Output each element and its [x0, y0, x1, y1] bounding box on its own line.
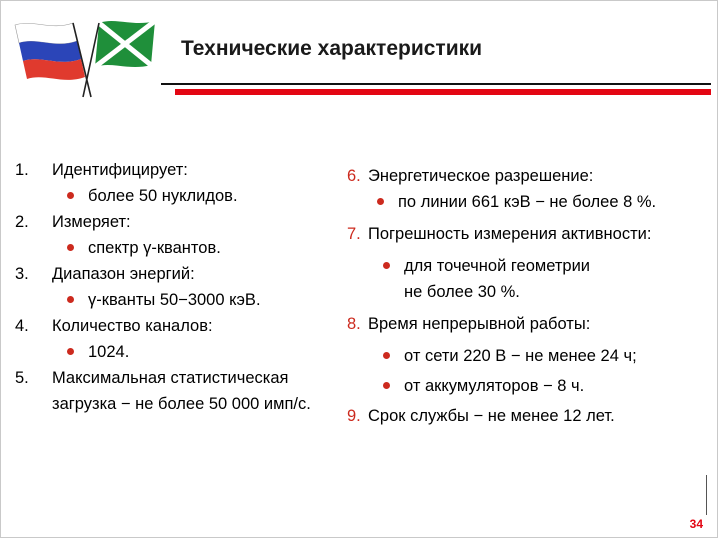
- bullet-icon: [67, 192, 74, 199]
- list-item: [15, 313, 311, 339]
- list-item: [15, 157, 311, 183]
- list-subitem: [15, 287, 311, 313]
- item-text: загрузка − не более 50 000 имп/с.: [52, 395, 311, 413]
- slide-title: Технические характеристики: [181, 37, 483, 60]
- subitem-text: 1024.: [88, 343, 130, 361]
- bullet-icon: [383, 262, 390, 269]
- bullet-icon: [67, 296, 74, 303]
- list-subitem: [347, 189, 656, 215]
- item-text: Погрешность измерения активности:: [368, 225, 652, 243]
- list-item: [347, 403, 656, 429]
- list-subitem: [347, 253, 656, 279]
- item-number: 5.: [15, 369, 29, 387]
- item-number: 1.: [15, 161, 29, 179]
- right-spec-list: [347, 163, 656, 429]
- item-number: 9.: [347, 407, 361, 425]
- subitem-text: для точечной геометрии: [404, 257, 591, 275]
- list-item: [15, 261, 311, 287]
- item-text: Срок службы − не менее 12 лет.: [368, 407, 615, 425]
- page-number: 34: [689, 517, 703, 531]
- list-item: [347, 311, 656, 337]
- item-text: Время непрерывной работы:: [368, 315, 591, 333]
- item-text: Диапазон энергий:: [52, 265, 195, 283]
- bullet-icon: [67, 348, 74, 355]
- list-subitem-continuation: [347, 279, 656, 305]
- item-text: Энергетическое разрешение:: [368, 167, 594, 185]
- subitem-text: не более 30 %.: [404, 283, 520, 301]
- left-spec-list: [15, 157, 311, 417]
- list-item-continuation: [15, 391, 311, 417]
- list-subitem: [15, 339, 311, 365]
- flags-icon: [11, 15, 161, 99]
- russian-flag-icon: [15, 23, 91, 97]
- subitem-text: от сети 220 В − не менее 24 ч;: [404, 347, 637, 365]
- list-item: [15, 365, 311, 391]
- item-number: 8.: [347, 315, 361, 333]
- list-item: [15, 209, 311, 235]
- page-number-divider: [706, 475, 707, 515]
- subitem-text: по линии 661 кэВ − не более 8 %.: [398, 193, 657, 211]
- title-divider: [161, 83, 711, 85]
- item-text: Максимальная статистическая: [52, 369, 289, 387]
- bullet-icon: [383, 382, 390, 389]
- title-accent-bar: [175, 89, 711, 95]
- list-item: [347, 163, 656, 189]
- list-subitem: [15, 235, 311, 261]
- list-subitem: [347, 373, 656, 399]
- item-number: 6.: [347, 167, 361, 185]
- bullet-icon: [377, 198, 384, 205]
- bullet-icon: [383, 352, 390, 359]
- item-number: 7.: [347, 225, 361, 243]
- item-number: 3.: [15, 265, 29, 283]
- item-number: 2.: [15, 213, 29, 231]
- bullet-icon: [67, 244, 74, 251]
- item-number: 4.: [15, 317, 29, 335]
- list-item: [347, 221, 656, 247]
- subitem-text: от аккумуляторов − 8 ч.: [404, 377, 585, 395]
- item-text: Количество каналов:: [52, 317, 213, 335]
- list-subitem: [15, 183, 311, 209]
- subitem-text: спектр γ-квантов.: [88, 239, 221, 257]
- list-subitem: [347, 343, 656, 369]
- item-text: Измеряет:: [52, 213, 131, 231]
- green-flag-icon: [83, 21, 155, 97]
- subitem-text: более 50 нуклидов.: [88, 187, 238, 205]
- item-text: Идентифицирует:: [52, 161, 188, 179]
- subitem-text: γ-кванты 50−3000 кэВ.: [88, 291, 261, 309]
